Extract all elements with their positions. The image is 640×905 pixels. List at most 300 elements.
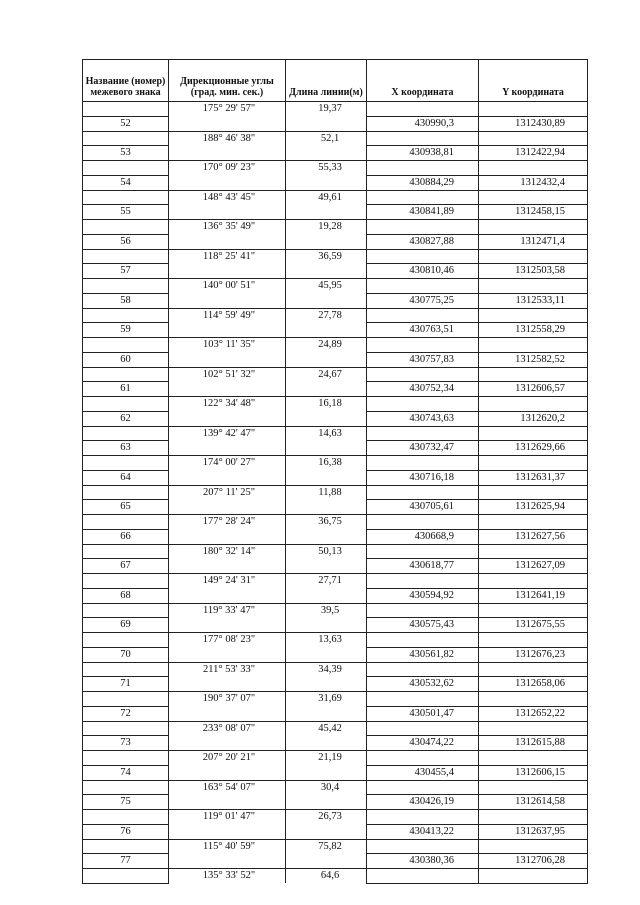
x-coordinate-cell <box>367 751 479 766</box>
direction-angle-cell: 180° 32' 14" <box>169 544 286 559</box>
marker-name-cell: 56 <box>83 234 169 249</box>
line-length-cell: 64,6 <box>286 869 367 884</box>
line-length-cell: 14,63 <box>286 426 367 441</box>
marker-name-cell: 74 <box>83 765 169 780</box>
marker-row <box>83 500 588 515</box>
x-coordinate-cell <box>367 633 479 648</box>
header-y-coordinate: Y координата <box>479 60 588 102</box>
marker-row <box>83 677 588 692</box>
marker-row <box>83 470 588 485</box>
segment-row <box>83 220 588 235</box>
x-coordinate-cell: 430775,25 <box>367 293 479 308</box>
direction-angle-cell <box>169 205 286 220</box>
y-coordinate-cell <box>479 810 588 825</box>
marker-row <box>83 765 588 780</box>
marker-name-cell <box>83 338 169 353</box>
segment-row <box>83 367 588 382</box>
segment-row <box>83 485 588 500</box>
x-coordinate-cell <box>367 721 479 736</box>
header-x-coordinate: X координата <box>367 60 479 102</box>
y-coordinate-cell: 1312533,11 <box>479 293 588 308</box>
x-coordinate-cell <box>367 249 479 264</box>
marker-name-cell: 52 <box>83 116 169 131</box>
y-coordinate-cell <box>479 515 588 530</box>
line-length-cell: 16,18 <box>286 397 367 412</box>
header-direction-angle: Дирекционные углы (град. мин. сек.) <box>169 60 286 102</box>
y-coordinate-cell <box>479 279 588 294</box>
y-coordinate-cell: 1312625,94 <box>479 500 588 515</box>
x-coordinate-cell: 430532,62 <box>367 677 479 692</box>
line-length-cell <box>286 411 367 426</box>
y-coordinate-cell <box>479 751 588 766</box>
line-length-cell <box>286 234 367 249</box>
direction-angle-cell: 136° 35' 49" <box>169 220 286 235</box>
marker-row <box>83 529 588 544</box>
segment-row <box>83 102 588 117</box>
line-length-cell: 30,4 <box>286 780 367 795</box>
marker-name-cell <box>83 426 169 441</box>
marker-name-cell <box>83 367 169 382</box>
x-coordinate-cell: 430455,4 <box>367 765 479 780</box>
line-length-cell: 34,39 <box>286 662 367 677</box>
line-length-cell <box>286 470 367 485</box>
line-length-cell: 16,38 <box>286 456 367 471</box>
table-header <box>83 60 588 102</box>
line-length-cell: 36,59 <box>286 249 367 264</box>
y-coordinate-cell: 1312614,58 <box>479 795 588 810</box>
marker-name-cell <box>83 662 169 677</box>
marker-name-cell <box>83 869 169 884</box>
marker-row <box>83 146 588 161</box>
line-length-cell <box>286 146 367 161</box>
line-length-cell: 26,73 <box>286 810 367 825</box>
x-coordinate-cell: 430757,83 <box>367 352 479 367</box>
direction-angle-cell <box>169 411 286 426</box>
y-coordinate-cell <box>479 338 588 353</box>
y-coordinate-cell: 1312422,94 <box>479 146 588 161</box>
x-coordinate-cell <box>367 574 479 589</box>
x-coordinate-cell <box>367 780 479 795</box>
y-coordinate-cell: 1312471,4 <box>479 234 588 249</box>
x-coordinate-cell: 430561,82 <box>367 647 479 662</box>
direction-angle-cell: 188° 46' 38" <box>169 131 286 146</box>
direction-angle-cell: 114° 59' 49" <box>169 308 286 323</box>
x-coordinate-cell: 430668,9 <box>367 529 479 544</box>
y-coordinate-cell <box>479 426 588 441</box>
y-coordinate-cell: 1312627,56 <box>479 529 588 544</box>
marker-name-cell <box>83 279 169 294</box>
x-coordinate-cell: 430705,61 <box>367 500 479 515</box>
line-length-cell <box>286 559 367 574</box>
marker-row <box>83 116 588 131</box>
line-length-cell: 31,69 <box>286 692 367 707</box>
x-coordinate-cell <box>367 662 479 677</box>
header-marker-name: Название (номер) межевого знака <box>83 60 169 102</box>
marker-name-cell: 60 <box>83 352 169 367</box>
x-coordinate-cell: 430990,3 <box>367 116 479 131</box>
x-coordinate-cell: 430474,22 <box>367 736 479 751</box>
direction-angle-cell <box>169 116 286 131</box>
marker-name-cell <box>83 751 169 766</box>
y-coordinate-cell: 1312676,23 <box>479 647 588 662</box>
y-coordinate-cell <box>479 456 588 471</box>
segment-row <box>83 279 588 294</box>
y-coordinate-cell: 1312706,28 <box>479 854 588 869</box>
x-coordinate-cell: 430716,18 <box>367 470 479 485</box>
direction-angle-cell <box>169 736 286 751</box>
y-coordinate-cell <box>479 397 588 412</box>
direction-angle-cell <box>169 352 286 367</box>
line-length-cell: 13,63 <box>286 633 367 648</box>
line-length-cell <box>286 264 367 279</box>
segment-row <box>83 190 588 205</box>
y-coordinate-cell: 1312641,19 <box>479 588 588 603</box>
direction-angle-cell: 170° 09' 23" <box>169 161 286 176</box>
direction-angle-cell <box>169 824 286 839</box>
marker-row <box>83 264 588 279</box>
direction-angle-cell <box>169 146 286 161</box>
x-coordinate-cell: 430938,81 <box>367 146 479 161</box>
marker-name-cell: 68 <box>83 588 169 603</box>
y-coordinate-cell: 1312629,66 <box>479 441 588 456</box>
marker-name-cell <box>83 190 169 205</box>
line-length-cell <box>286 116 367 131</box>
direction-angle-cell: 118° 25' 41" <box>169 249 286 264</box>
direction-angle-cell: 140° 00' 51" <box>169 279 286 294</box>
marker-name-cell: 71 <box>83 677 169 692</box>
line-length-cell <box>286 352 367 367</box>
direction-angle-cell: 207° 20' 21" <box>169 751 286 766</box>
marker-name-cell <box>83 574 169 589</box>
segment-row <box>83 456 588 471</box>
x-coordinate-cell <box>367 426 479 441</box>
line-length-cell: 21,19 <box>286 751 367 766</box>
marker-row <box>83 647 588 662</box>
segment-row <box>83 544 588 559</box>
line-length-cell <box>286 500 367 515</box>
y-coordinate-cell <box>479 308 588 323</box>
x-coordinate-cell <box>367 603 479 618</box>
x-coordinate-cell <box>367 544 479 559</box>
marker-row <box>83 795 588 810</box>
x-coordinate-cell <box>367 810 479 825</box>
table-body <box>83 102 588 884</box>
y-coordinate-cell: 1312637,95 <box>479 824 588 839</box>
y-coordinate-cell <box>479 721 588 736</box>
x-coordinate-cell <box>367 190 479 205</box>
marker-name-cell <box>83 220 169 235</box>
direction-angle-cell: 139° 42' 47" <box>169 426 286 441</box>
marker-name-cell <box>83 249 169 264</box>
marker-row <box>83 175 588 190</box>
line-length-cell <box>286 323 367 338</box>
x-coordinate-cell: 430413,22 <box>367 824 479 839</box>
y-coordinate-cell <box>479 692 588 707</box>
direction-angle-cell <box>169 765 286 780</box>
y-coordinate-cell <box>479 603 588 618</box>
marker-name-cell: 66 <box>83 529 169 544</box>
segment-row <box>83 574 588 589</box>
direction-angle-cell: 177° 08' 23" <box>169 633 286 648</box>
x-coordinate-cell <box>367 692 479 707</box>
y-coordinate-cell <box>479 839 588 854</box>
y-coordinate-cell: 1312631,37 <box>479 470 588 485</box>
marker-name-cell: 70 <box>83 647 169 662</box>
direction-angle-cell: 233° 08' 07" <box>169 721 286 736</box>
boundary-markers-document <box>82 59 587 884</box>
marker-name-cell <box>83 397 169 412</box>
segment-row <box>83 131 588 146</box>
x-coordinate-cell: 430743,63 <box>367 411 479 426</box>
marker-name-cell <box>83 633 169 648</box>
marker-row <box>83 323 588 338</box>
x-coordinate-cell: 430763,51 <box>367 323 479 338</box>
line-length-cell: 50,13 <box>286 544 367 559</box>
line-length-cell <box>286 795 367 810</box>
direction-angle-cell <box>169 264 286 279</box>
direction-angle-cell <box>169 175 286 190</box>
y-coordinate-cell: 1312458,15 <box>479 205 588 220</box>
x-coordinate-cell <box>367 338 479 353</box>
direction-angle-cell <box>169 500 286 515</box>
x-coordinate-cell: 430827,88 <box>367 234 479 249</box>
marker-name-cell: 67 <box>83 559 169 574</box>
direction-angle-cell <box>169 706 286 721</box>
line-length-cell: 24,89 <box>286 338 367 353</box>
y-coordinate-cell <box>479 249 588 264</box>
marker-name-cell: 63 <box>83 441 169 456</box>
direction-angle-cell <box>169 677 286 692</box>
direction-angle-cell <box>169 588 286 603</box>
segment-row <box>83 869 588 884</box>
line-length-cell <box>286 854 367 869</box>
marker-name-cell <box>83 544 169 559</box>
segment-row <box>83 603 588 618</box>
direction-angle-cell <box>169 559 286 574</box>
x-coordinate-cell <box>367 220 479 235</box>
marker-name-cell: 69 <box>83 618 169 633</box>
x-coordinate-cell <box>367 485 479 500</box>
y-coordinate-cell: 1312620,2 <box>479 411 588 426</box>
y-coordinate-cell: 1312627,09 <box>479 559 588 574</box>
line-length-cell: 11,88 <box>286 485 367 500</box>
x-coordinate-cell: 430732,47 <box>367 441 479 456</box>
direction-angle-cell: 174° 00' 27" <box>169 456 286 471</box>
line-length-cell <box>286 175 367 190</box>
direction-angle-cell <box>169 470 286 485</box>
segment-row <box>83 721 588 736</box>
marker-row <box>83 588 588 603</box>
y-coordinate-cell <box>479 869 588 884</box>
marker-name-cell: 57 <box>83 264 169 279</box>
direction-angle-cell: 177° 28' 24" <box>169 515 286 530</box>
direction-angle-cell <box>169 618 286 633</box>
y-coordinate-cell: 1312606,15 <box>479 765 588 780</box>
marker-name-cell: 75 <box>83 795 169 810</box>
marker-name-cell <box>83 161 169 176</box>
marker-row <box>83 411 588 426</box>
marker-name-cell: 72 <box>83 706 169 721</box>
y-coordinate-cell: 1312582,52 <box>479 352 588 367</box>
line-length-cell <box>286 382 367 397</box>
y-coordinate-cell <box>479 662 588 677</box>
marker-name-cell <box>83 603 169 618</box>
y-coordinate-cell <box>479 780 588 795</box>
x-coordinate-cell <box>367 102 479 117</box>
segment-row <box>83 751 588 766</box>
line-length-cell <box>286 205 367 220</box>
direction-angle-cell <box>169 293 286 308</box>
line-length-cell: 49,61 <box>286 190 367 205</box>
boundary-markers-table <box>82 59 588 884</box>
direction-angle-cell: 103° 11' 35" <box>169 338 286 353</box>
line-length-cell <box>286 765 367 780</box>
direction-angle-cell: 102° 51' 32" <box>169 367 286 382</box>
marker-name-cell: 55 <box>83 205 169 220</box>
segment-row <box>83 308 588 323</box>
marker-name-cell: 54 <box>83 175 169 190</box>
line-length-cell: 19,28 <box>286 220 367 235</box>
direction-angle-cell: 119° 01' 47" <box>169 810 286 825</box>
marker-row <box>83 352 588 367</box>
y-coordinate-cell: 1312658,06 <box>479 677 588 692</box>
direction-angle-cell <box>169 323 286 338</box>
marker-name-cell <box>83 456 169 471</box>
y-coordinate-cell <box>479 102 588 117</box>
direction-angle-cell: 149° 24' 31" <box>169 574 286 589</box>
line-length-cell <box>286 293 367 308</box>
y-coordinate-cell: 1312558,29 <box>479 323 588 338</box>
x-coordinate-cell: 430426,19 <box>367 795 479 810</box>
segment-row <box>83 839 588 854</box>
direction-angle-cell <box>169 234 286 249</box>
y-coordinate-cell <box>479 367 588 382</box>
marker-name-cell: 65 <box>83 500 169 515</box>
direction-angle-cell <box>169 854 286 869</box>
marker-row <box>83 706 588 721</box>
x-coordinate-cell: 430594,92 <box>367 588 479 603</box>
direction-angle-cell <box>169 441 286 456</box>
marker-row <box>83 824 588 839</box>
marker-name-cell: 59 <box>83 323 169 338</box>
direction-angle-cell <box>169 382 286 397</box>
x-coordinate-cell <box>367 367 479 382</box>
segment-row <box>83 515 588 530</box>
line-length-cell: 24,67 <box>286 367 367 382</box>
line-length-cell: 19,37 <box>286 102 367 117</box>
direction-angle-cell: 207° 11' 25" <box>169 485 286 500</box>
y-coordinate-cell: 1312606,57 <box>479 382 588 397</box>
x-coordinate-cell: 430841,89 <box>367 205 479 220</box>
x-coordinate-cell <box>367 839 479 854</box>
segment-row <box>83 633 588 648</box>
marker-name-cell: 64 <box>83 470 169 485</box>
x-coordinate-cell <box>367 397 479 412</box>
direction-angle-cell: 115° 40' 59" <box>169 839 286 854</box>
segment-row <box>83 780 588 795</box>
y-coordinate-cell <box>479 190 588 205</box>
line-length-cell: 55,33 <box>286 161 367 176</box>
line-length-cell: 75,82 <box>286 839 367 854</box>
line-length-cell <box>286 677 367 692</box>
y-coordinate-cell: 1312430,89 <box>479 116 588 131</box>
marker-row <box>83 293 588 308</box>
marker-row <box>83 618 588 633</box>
segment-row <box>83 810 588 825</box>
direction-angle-cell: 163° 54' 07" <box>169 780 286 795</box>
line-length-cell <box>286 824 367 839</box>
direction-angle-cell <box>169 529 286 544</box>
x-coordinate-cell: 430380,36 <box>367 854 479 869</box>
y-coordinate-cell: 1312652,22 <box>479 706 588 721</box>
line-length-cell: 52,1 <box>286 131 367 146</box>
x-coordinate-cell <box>367 308 479 323</box>
line-length-cell <box>286 588 367 603</box>
marker-row <box>83 559 588 574</box>
direction-angle-cell: 175° 29' 57" <box>169 102 286 117</box>
x-coordinate-cell <box>367 515 479 530</box>
x-coordinate-cell: 430884,29 <box>367 175 479 190</box>
marker-name-cell: 77 <box>83 854 169 869</box>
marker-name-cell <box>83 485 169 500</box>
marker-name-cell: 61 <box>83 382 169 397</box>
marker-name-cell <box>83 839 169 854</box>
y-coordinate-cell <box>479 485 588 500</box>
y-coordinate-cell <box>479 633 588 648</box>
marker-name-cell <box>83 692 169 707</box>
line-length-cell <box>286 706 367 721</box>
segment-row <box>83 426 588 441</box>
line-length-cell: 27,78 <box>286 308 367 323</box>
marker-row <box>83 382 588 397</box>
segment-row <box>83 161 588 176</box>
line-length-cell <box>286 736 367 751</box>
segment-row <box>83 662 588 677</box>
line-length-cell: 45,42 <box>286 721 367 736</box>
line-length-cell <box>286 529 367 544</box>
marker-row <box>83 205 588 220</box>
direction-angle-cell <box>169 795 286 810</box>
marker-row <box>83 234 588 249</box>
marker-row <box>83 736 588 751</box>
y-coordinate-cell <box>479 574 588 589</box>
line-length-cell: 39,5 <box>286 603 367 618</box>
x-coordinate-cell: 430501,47 <box>367 706 479 721</box>
marker-name-cell <box>83 102 169 117</box>
x-coordinate-cell <box>367 456 479 471</box>
marker-row <box>83 854 588 869</box>
y-coordinate-cell <box>479 161 588 176</box>
y-coordinate-cell: 1312503,58 <box>479 264 588 279</box>
marker-name-cell: 76 <box>83 824 169 839</box>
marker-name-cell <box>83 515 169 530</box>
x-coordinate-cell: 430575,43 <box>367 618 479 633</box>
y-coordinate-cell <box>479 544 588 559</box>
y-coordinate-cell: 1312615,88 <box>479 736 588 751</box>
line-length-cell <box>286 441 367 456</box>
line-length-cell <box>286 618 367 633</box>
y-coordinate-cell: 1312675,55 <box>479 618 588 633</box>
direction-angle-cell: 122° 34' 48" <box>169 397 286 412</box>
header-line-length: Длина линии(м) <box>286 60 367 102</box>
marker-name-cell <box>83 780 169 795</box>
line-length-cell: 27,71 <box>286 574 367 589</box>
x-coordinate-cell: 430810,46 <box>367 264 479 279</box>
marker-name-cell <box>83 810 169 825</box>
marker-name-cell: 73 <box>83 736 169 751</box>
y-coordinate-cell <box>479 220 588 235</box>
direction-angle-cell: 148° 43' 45" <box>169 190 286 205</box>
